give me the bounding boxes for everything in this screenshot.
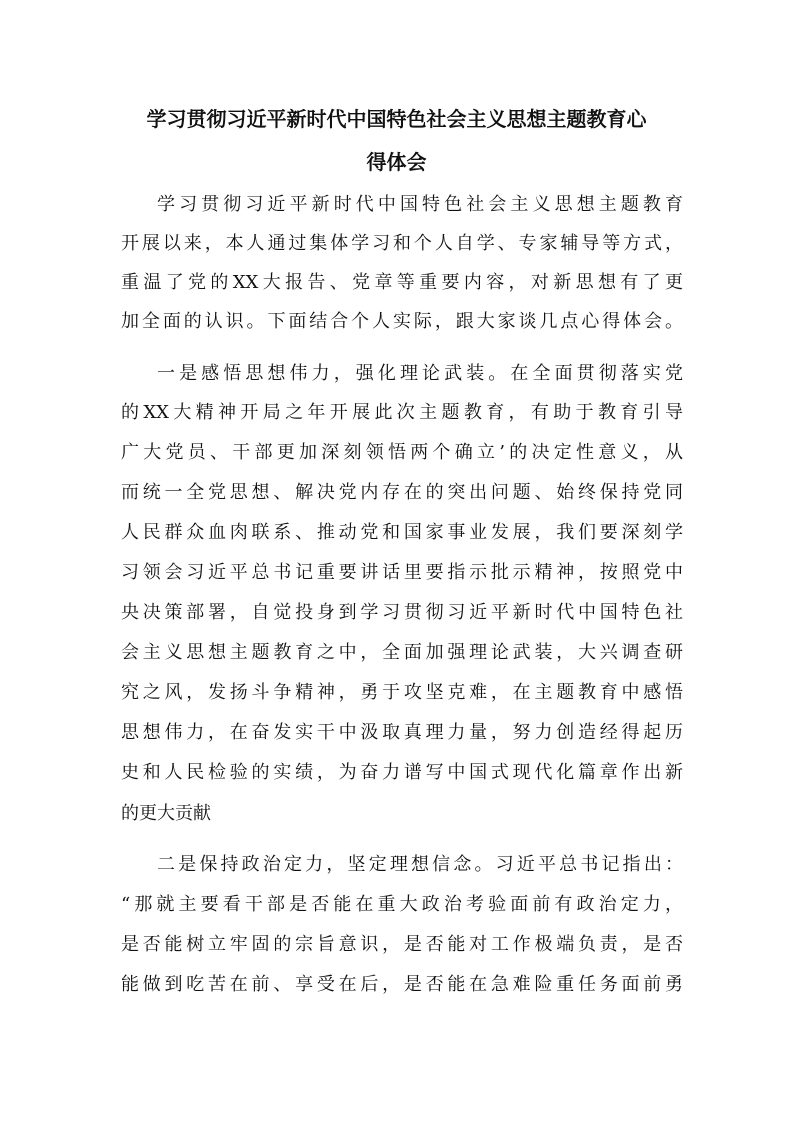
body-line: “那就主要看干部是否能在重大政治考验面前有政治定力， bbox=[121, 894, 683, 915]
body-line: 开展以来，本人通过集体学习和个人自学、专家辅导等方式， bbox=[121, 233, 683, 254]
body-line: 思想伟力，在奋发实干中汲取真理力量，努力创造经得起历 bbox=[121, 722, 683, 743]
body-line: 的更大贡献 bbox=[121, 803, 211, 824]
body-line: 究之风，发扬斗争精神，勇于攻坚克难，在主题教育中感悟 bbox=[121, 682, 683, 703]
body-line: 的XX大精神开局之年开展此次主题教育，有助于教育引导 bbox=[121, 402, 683, 423]
body-line: 重温了党的XX大报告、党章等重要内容，对新思想有了更 bbox=[121, 272, 683, 293]
body-line: 广大党员、干部更加深刻领悟两个确立’的决定性意义，从 bbox=[121, 442, 683, 463]
body-line: 史和人民检验的实绩，为奋力谱写中国式现代化篇章作出新 bbox=[121, 762, 683, 783]
body-line: 能做到吃苦在前、享受在后，是否能在急难险重任务面前勇 bbox=[121, 974, 683, 995]
body-line: 人民群众血肉联系、推动党和国家事业发展，我们要深刻学 bbox=[121, 522, 683, 543]
body-line: 一是感悟思想伟力，强化理论武装。在全面贯彻落实党 bbox=[157, 363, 683, 384]
body-line: 二是保持政治定力，坚定理想信念。习近平总书记指出： bbox=[157, 854, 683, 875]
body-line: 是否能树立牢固的宗旨意识，是否能对工作极端负责，是否 bbox=[121, 934, 683, 955]
document-title-line-2: 得体会 bbox=[366, 150, 427, 174]
body-line: 加全面的认识。下面结合个人实际，跟大家谈几点心得体会。 bbox=[121, 311, 683, 332]
body-line: 会主义思想主题教育之中，全面加强理论武装，大兴调查研 bbox=[121, 642, 683, 663]
body-line: 学习贯彻习近平新时代中国特色社会主义思想主题教育 bbox=[157, 194, 683, 215]
body-line: 央决策部署，自觉投身到学习贯彻习近平新时代中国特色社 bbox=[121, 602, 683, 623]
document-title-line-1: 学习贯彻习近平新时代中国特色社会主义思想主题教育心 bbox=[146, 107, 647, 131]
body-line: 习领会习近平总书记重要讲话里要指示批示精神，按照党中 bbox=[121, 562, 683, 583]
body-line: 而统一全党思想、解决党内存在的突出问题、始终保持党同 bbox=[121, 482, 683, 503]
